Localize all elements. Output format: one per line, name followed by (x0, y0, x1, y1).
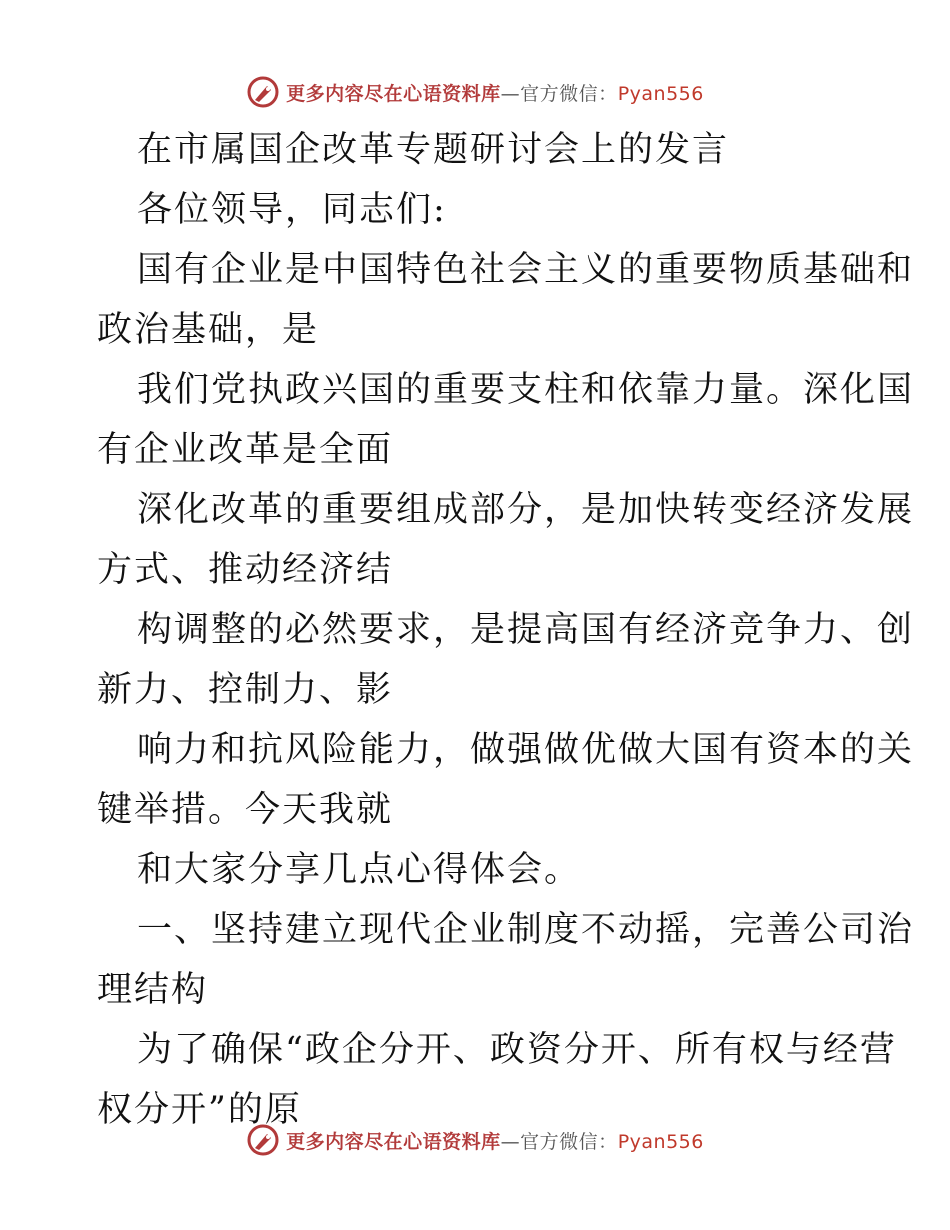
text-line: 权分开”的原 (97, 1090, 302, 1130)
text-line: 国有企业是中国特色社会主义的重要物质基础和 (137, 250, 915, 290)
watermark-contact-label: 官方微信： (520, 82, 618, 105)
document-body (97, 120, 915, 1140)
text-line: 为了确保“政企分开、政资分开、所有权与经营 (137, 1030, 897, 1070)
text-line: 一、坚持建立现代企业制度不动摇，完善公司治 (137, 910, 915, 950)
watermark-contact-id: Pyan556 (617, 1130, 704, 1153)
text-line: 政治基础，是 (97, 310, 320, 350)
pen-nib-logo-icon (246, 1123, 280, 1157)
watermark-contact-label: 官方微信： (520, 1130, 618, 1153)
text-line: 有企业改革是全面 (97, 430, 394, 470)
watermark-separator: — (500, 82, 521, 105)
watermark-text (286, 79, 704, 106)
watermark-contact-id: Pyan556 (617, 82, 704, 105)
text-line: 新力、控制力、影 (97, 670, 394, 710)
text-line: 构调整的必然要求，是提高国有经济竞争力、创 (137, 610, 915, 650)
header-watermark (0, 72, 950, 112)
text-line: 响力和抗风险能力，做强做优做大国有资本的关 (137, 730, 915, 770)
text-line: 我们党执政兴国的重要支柱和依靠力量。深化国 (137, 370, 915, 410)
paragraph-lines (97, 240, 915, 1140)
watermark-brand: 更多内容尽在心语资料库 (286, 1130, 501, 1153)
text-line: 方式、推动经济结 (97, 550, 394, 590)
text-line: 和大家分享几点心得体会。 (137, 850, 582, 890)
document-title: 在市属国企改革专题研讨会上的发言 (137, 130, 730, 170)
pen-nib-logo-icon (246, 75, 280, 109)
watermark-separator: — (500, 1130, 521, 1153)
watermark-brand: 更多内容尽在心语资料库 (286, 82, 501, 105)
salutation: 各位领导，同志们: (137, 190, 447, 230)
text-line: 深化改革的重要组成部分，是加快转变经济发展 (137, 490, 915, 530)
watermark-text (286, 1127, 704, 1154)
footer-watermark (0, 1120, 950, 1160)
text-line: 键举措。今天我就 (97, 790, 394, 830)
text-line: 理结构 (97, 970, 209, 1010)
